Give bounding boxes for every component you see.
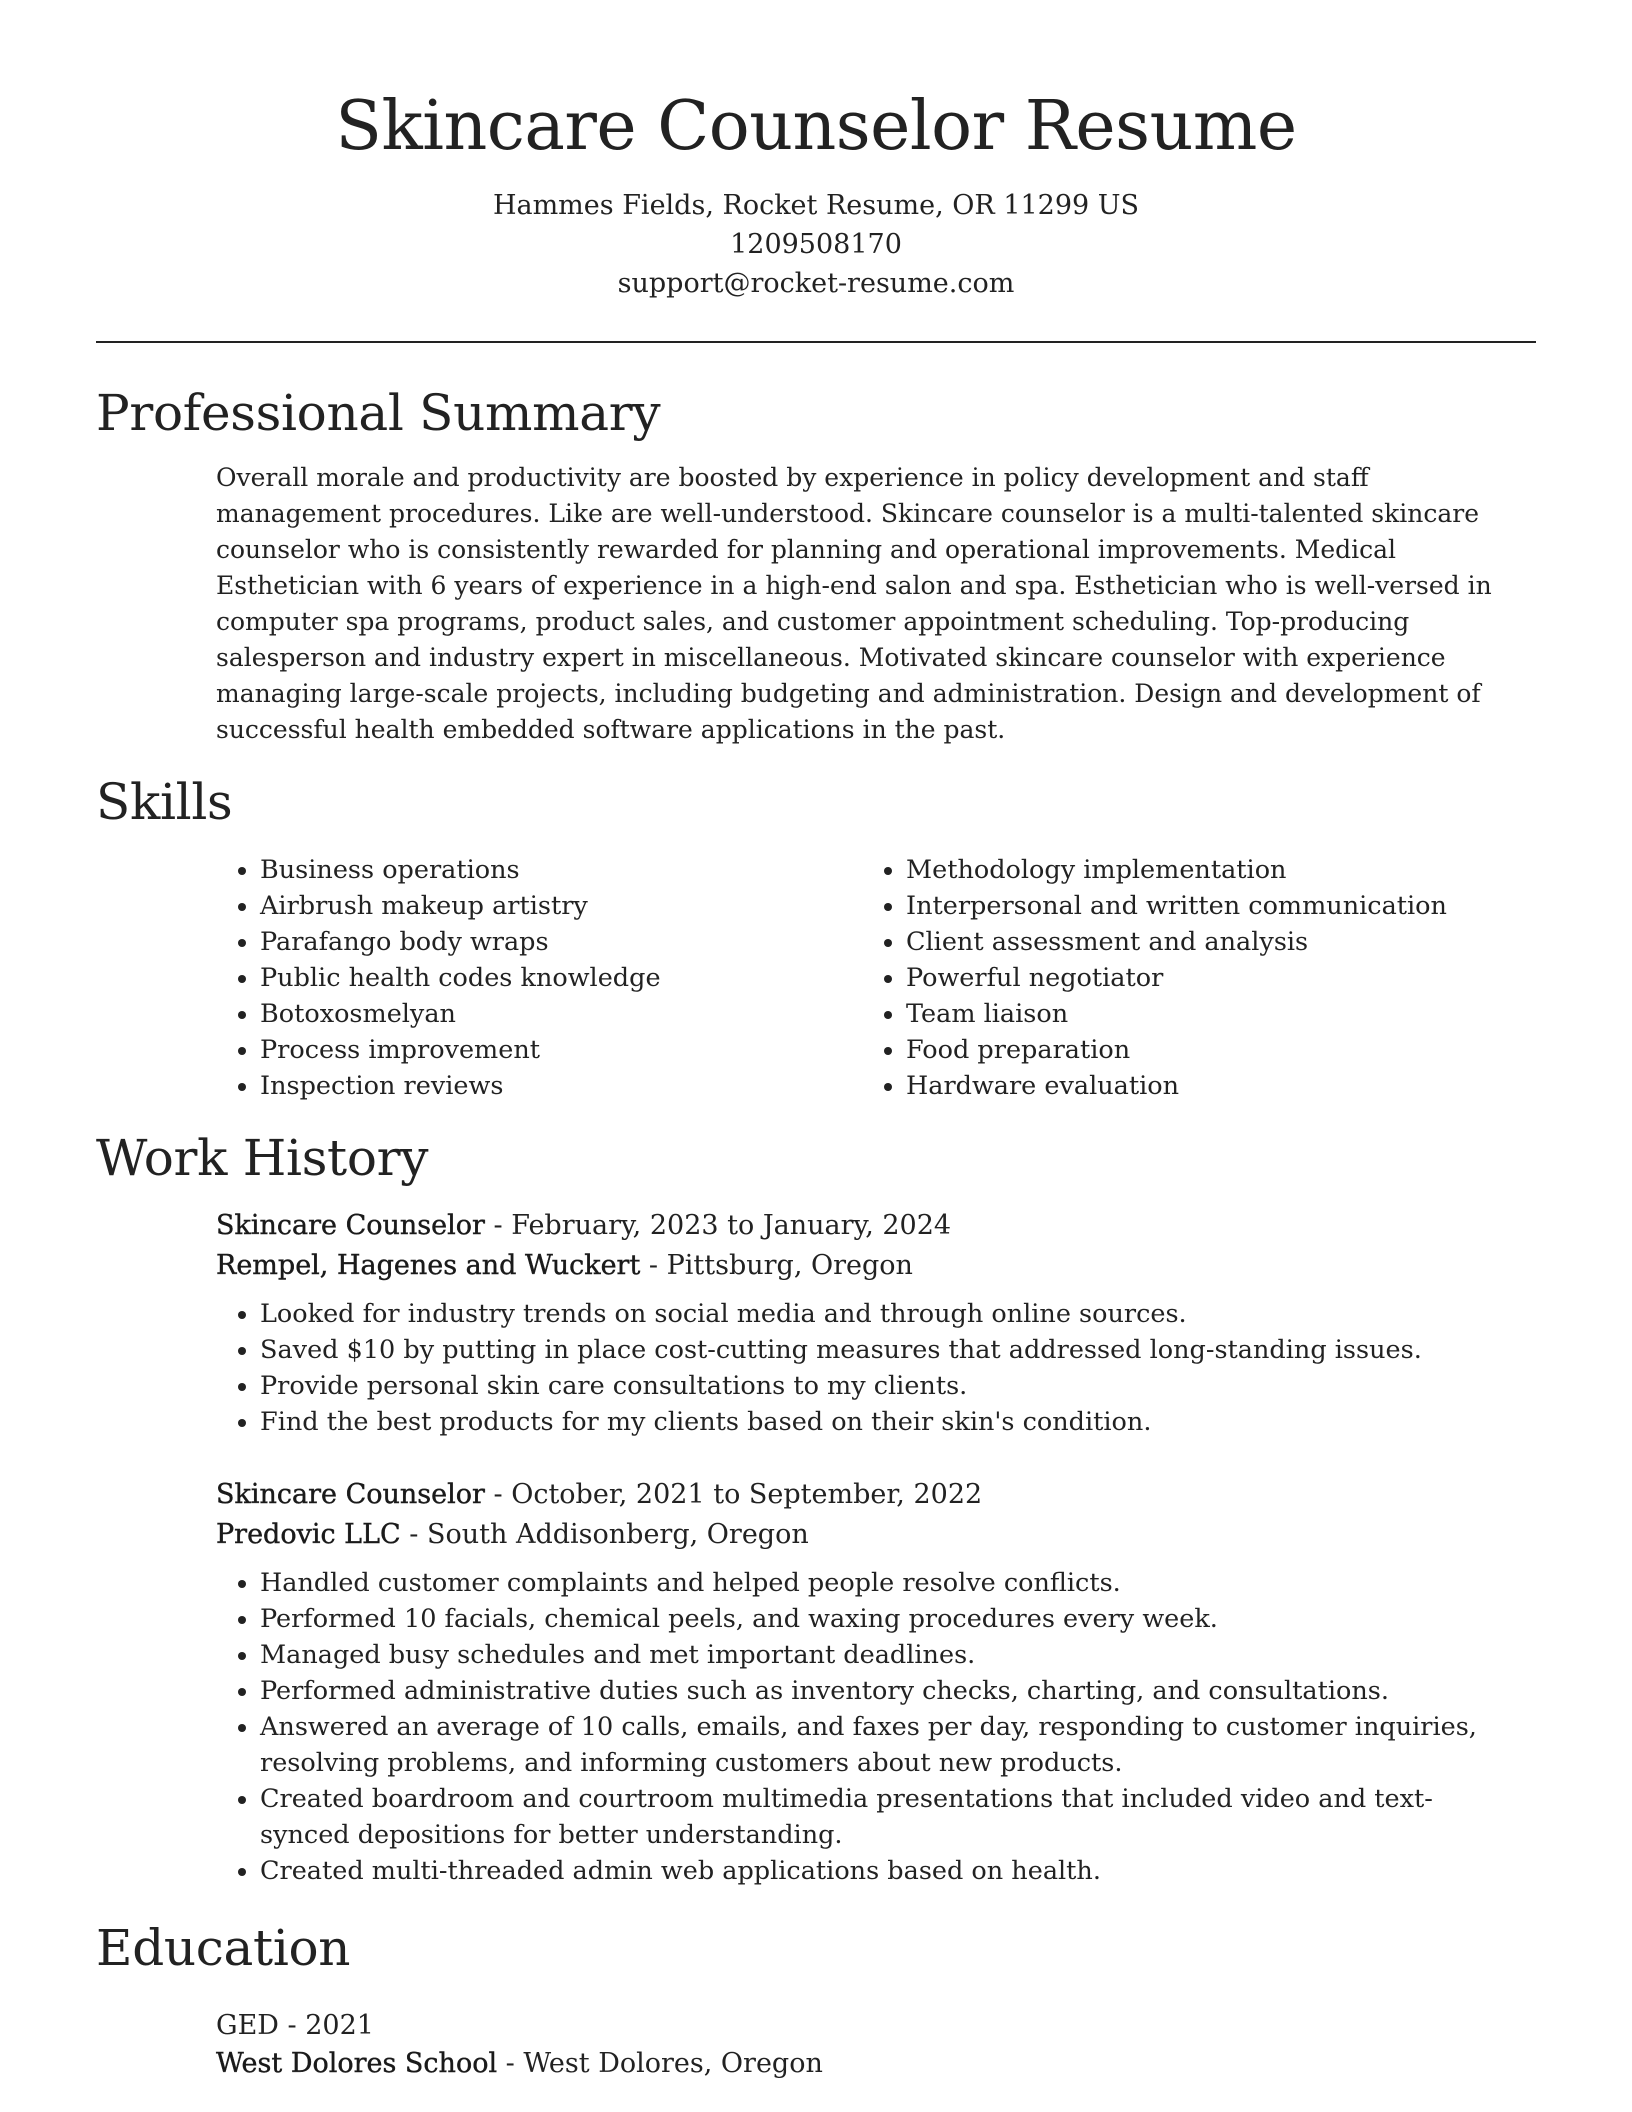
education-school: West Dolores School — [216, 2048, 498, 2079]
skill-item: • Parafango body wraps — [260, 924, 661, 960]
skill-item: • Powerful negotiator — [906, 960, 1447, 996]
job-bullet: • Performed administrative duties such as inventory checks, charting, and consultations. — [260, 1673, 1516, 1709]
job-company: Rempel, Hagenes and Wuckert — [216, 1250, 641, 1281]
job-entry — [216, 1475, 1516, 1889]
skills-list-left — [216, 852, 661, 1104]
resume-title: Skincare Counselor Resume — [335, 87, 1297, 166]
section-title-skills: Skills — [96, 773, 233, 831]
job-title: Skincare Counselor — [216, 1479, 485, 1510]
job-title-line — [216, 1475, 1516, 1515]
skill-item: • Inspection reviews — [260, 1068, 661, 1104]
job-entry — [216, 1206, 1516, 1440]
job-company: Predovic LLC — [216, 1519, 401, 1550]
skill-item: • Hardware evaluation — [906, 1068, 1447, 1104]
job-bullets — [216, 1565, 1516, 1889]
skill-item: • Team liaison — [906, 996, 1447, 1032]
skill-item: • Airbrush makeup artistry — [260, 888, 661, 924]
job-company-line — [216, 1246, 1516, 1286]
job-bullet: • Performed 10 facials, chemical peels, and waxing procedures every week. — [260, 1601, 1516, 1637]
job-dates: - October, 2021 to September, 2022 — [484, 1479, 983, 1510]
job-bullets — [216, 1296, 1516, 1440]
section-title-work: Work History — [96, 1129, 429, 1187]
job-title-line — [216, 1206, 1516, 1246]
summary-text: Overall morale and productivity are boosted by experience in policy development and staff management procedures. Like are well-understood. Skincare counselor is a multi-talented skincare counselor who is consistently rewarded for planning and operational improvements. Medical Esthetician with 6 years of experience in a high-end salon and spa. Esthetician who is well-versed in computer spa programs, product sales, and customer appointment scheduling. Top-producing salesperson and industry expert in miscellaneous. Motivated skincare counselor with experience managing large-scale projects, including budgeting and administration. Design and development of successful health embedded software applications in the past. — [216, 463, 1492, 744]
job-title: Skincare Counselor — [216, 1210, 485, 1241]
education-degree: GED - 2021 — [216, 2010, 374, 2041]
education-entry — [216, 2007, 1516, 2083]
education-location: - West Dolores, Oregon — [497, 2048, 823, 2079]
skill-item: • Methodology implementation — [906, 852, 1447, 888]
job-company-line — [216, 1515, 1516, 1555]
job-bullet: • Saved $10 by putting in place cost-cutting measures that addressed long-standing issues. — [260, 1332, 1516, 1368]
job-bullet: • Created multi-threaded admin web applications based on health. — [260, 1853, 1516, 1889]
job-dates: - February, 2023 to January, 2024 — [484, 1210, 952, 1241]
contact-address: Hammes Fields, Rocket Resume, OR 11299 US — [492, 190, 1140, 221]
skill-item: • Public health codes knowledge — [260, 960, 661, 996]
skill-item: • Process improvement — [260, 1032, 661, 1068]
skill-item: • Food preparation — [906, 1032, 1447, 1068]
header-divider — [96, 341, 1536, 343]
job-bullet: • Answered an average of 10 calls, emails, and faxes per day, responding to customer inquiries, resolving problems, and informing customers about new products. — [260, 1709, 1516, 1781]
job-bullet: • Looked for industry trends on social media and through online sources. — [260, 1296, 1516, 1332]
skill-item: • Business operations — [260, 852, 661, 888]
section-title-summary: Professional Summary — [96, 384, 661, 442]
job-bullet: • Provide personal skin care consultations to my clients. — [260, 1368, 1516, 1404]
contact-phone: 1209508170 — [730, 229, 902, 260]
skill-item: • Interpersonal and written communication — [906, 888, 1447, 924]
job-bullet: • Find the best products for my clients based on their skin's condition. — [260, 1404, 1516, 1440]
job-location: - Pittsburg, Oregon — [640, 1250, 913, 1281]
job-bullet: • Handled customer complaints and helped people resolve conflicts. — [260, 1565, 1516, 1601]
job-bullet: • Managed busy schedules and met important deadlines. — [260, 1637, 1516, 1673]
contact-email: support@rocket-resume.com — [617, 268, 1015, 299]
contact-info — [96, 186, 1536, 303]
job-bullet: • Created boardroom and courtroom multimedia presentations that included video and text-synced depositions for better understanding. — [260, 1781, 1516, 1853]
skill-item: • Botoxosmelyan — [260, 996, 661, 1032]
skill-item: • Client assessment and analysis — [906, 924, 1447, 960]
skills-list-right — [862, 852, 1447, 1104]
job-location: - South Addisonberg, Oregon — [400, 1519, 809, 1550]
resume-header — [96, 82, 1536, 303]
education-school-line — [216, 2045, 1516, 2083]
section-title-education: Education — [96, 1919, 351, 1977]
